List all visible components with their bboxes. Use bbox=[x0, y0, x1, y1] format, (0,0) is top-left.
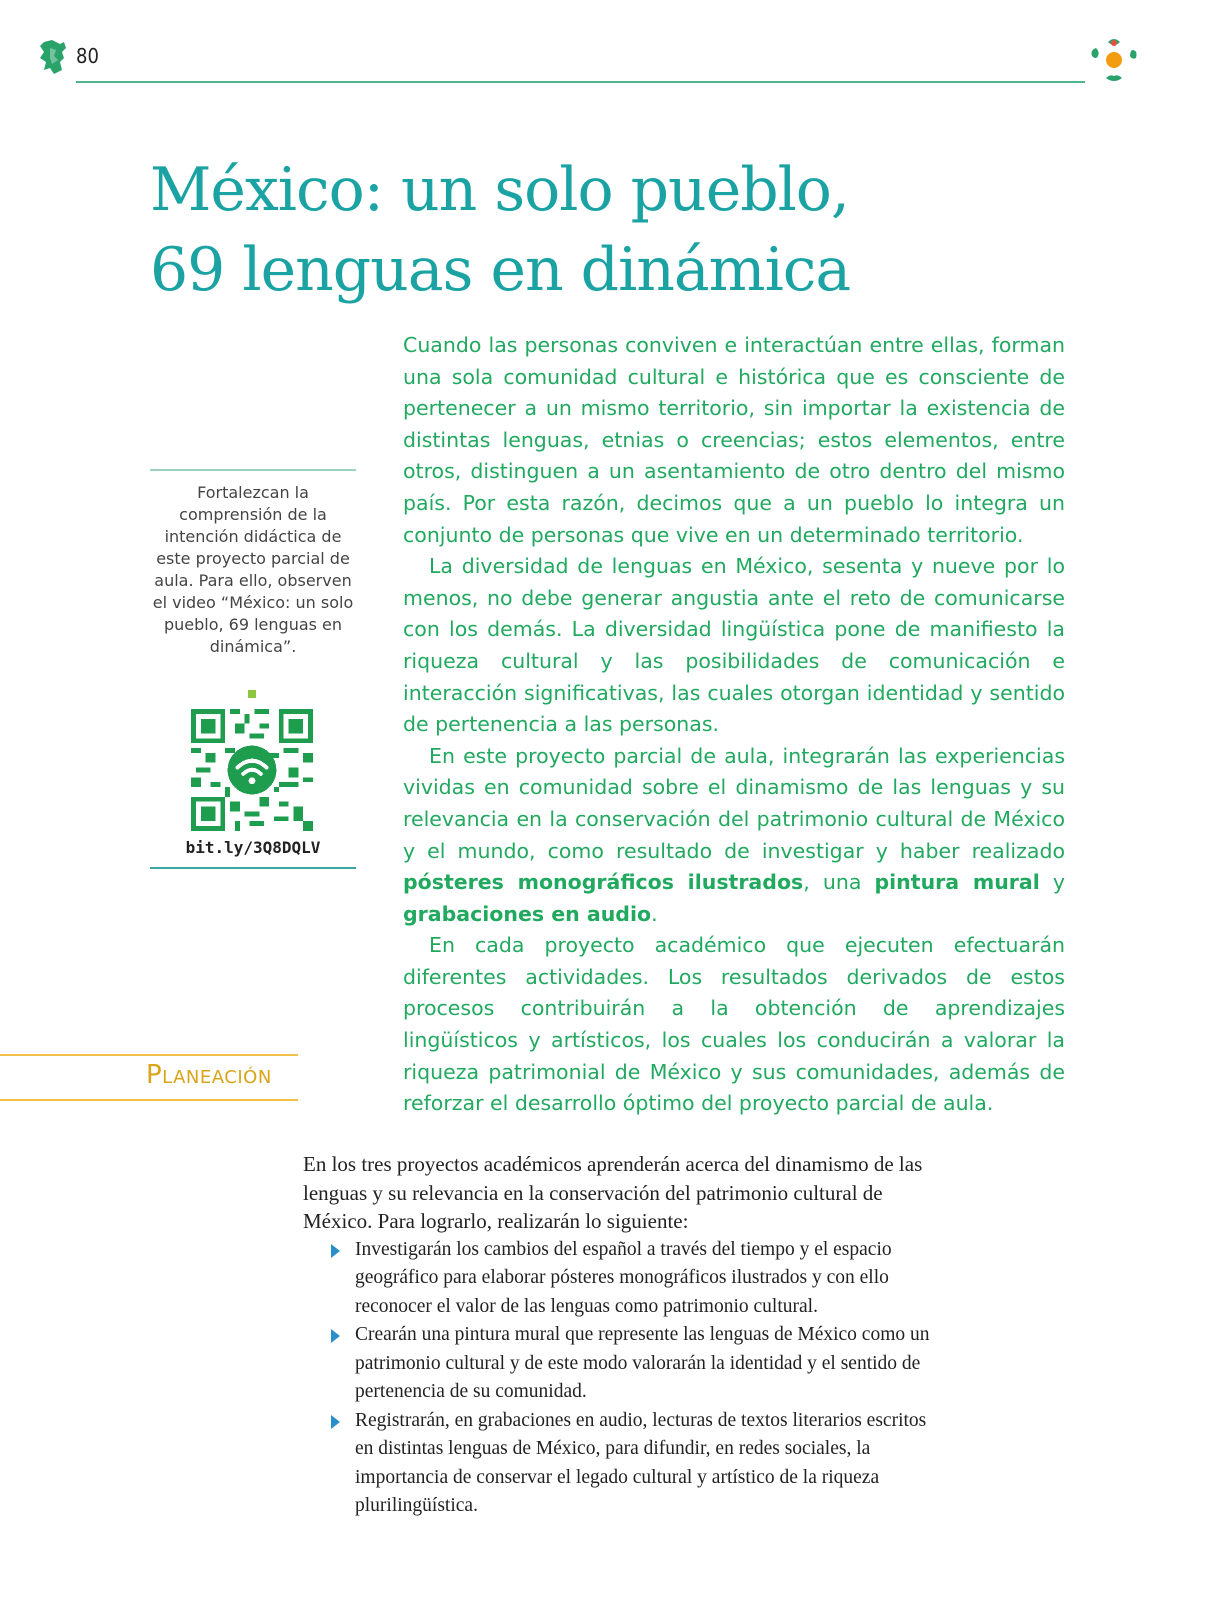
side-note-text: Fortalezcan la comprensión de la intención didáctica de este proyecto parcial de aula. Para ello, observen el video “México: un solo pueblo, 69 lenguas en dinámica”. bbox=[152, 483, 354, 656]
video-link[interactable]: bit.ly/3Q8DQLV bbox=[185, 838, 321, 857]
page-title-line-1: México: un solo pueblo, bbox=[150, 155, 849, 225]
planeacion-top-rule bbox=[0, 1054, 298, 1056]
header-divider bbox=[76, 81, 1085, 83]
planeacion-list bbox=[303, 1236, 933, 1521]
page-title bbox=[150, 150, 1050, 310]
triangle-bullet-icon bbox=[331, 1244, 340, 1258]
side-note-bottom-rule bbox=[150, 867, 356, 869]
text-run: . bbox=[651, 901, 658, 926]
planeacion-content bbox=[303, 1150, 933, 1521]
intro-paragraph: La diversidad de lenguas en México, sesenta y nueve por lo menos, no debe generar angustia ante el reto de comunicarse con los demás. La diversidad lingüística pone de manifiesto la riqueza cultural y las posibilidades de comunicación e interacción significativas, las cuales otorgan identidad y sentido de pertenencia a las personas. bbox=[403, 554, 1065, 737]
page-number: 80 bbox=[76, 44, 99, 68]
colorful-flower-logo-icon bbox=[1088, 36, 1140, 86]
intro-text bbox=[403, 330, 1065, 1120]
intro-paragraph: Cuando las personas conviven e interactúan entre ellas, forman una sola comunidad cultural e histórica que es consciente de pertenecer a un mismo territorio, sin importar la existencia de distintas lenguas, etnias o creencias; estos elementos, entre otros, distinguen a un asentamiento de otro dentro del mismo país. Por esta razón, decimos que a un pueblo lo integra un conjunto de personas que vive en un determinado territorio. bbox=[403, 333, 1065, 547]
qr-code-icon[interactable] bbox=[191, 709, 313, 831]
text-run: , una bbox=[803, 870, 875, 895]
list-item bbox=[355, 1321, 933, 1407]
list-item-text: Registrarán, en grabaciones en audio, lecturas de textos literarios escritos en distintas lenguas de México, para difundir, en redes sociales, la importancia de conservar el legado cultural y artístico de la riqueza plurilingüística. bbox=[355, 1409, 927, 1516]
list-item-text: Investigarán los cambios del español a través del tiempo y el espacio geográfico para elaborar pósteres monográficos ilustrados y con ello reconocer el valor de las lenguas como patrimonio cultural. bbox=[355, 1238, 892, 1317]
list-item bbox=[355, 1407, 933, 1521]
green-square-marker bbox=[248, 690, 256, 698]
side-note-top-rule bbox=[150, 469, 356, 471]
list-item bbox=[355, 1236, 933, 1322]
green-glyph-icon bbox=[38, 40, 68, 74]
bold-term-mural: pintura mural bbox=[874, 870, 1040, 895]
bold-term-posters: pósteres monográficos ilustrados bbox=[403, 870, 804, 895]
text-run: En este proyecto parcial de aula, integrarán las experiencias vividas en comunidad sobre el dinamismo de las lenguas y su relevancia en la conservación del patrimonio cultural de México y el mundo, como resultado de investigar y haber realizado bbox=[403, 743, 1065, 863]
planeacion-bottom-rule bbox=[0, 1099, 298, 1101]
triangle-bullet-icon bbox=[331, 1329, 340, 1343]
intro-paragraph: En cada proyecto académico que ejecuten efectuarán diferentes actividades. Los resultados derivados de estos procesos contribuirán a la obtención de aprendizajes lingüísticos y artísticos, los cuales los conducirán a valorar la riqueza patrimonial de México y sus comunidades, además de reforzar el desarrollo óptimo del proyecto parcial de aula. bbox=[403, 933, 1065, 1116]
planeacion-intro: En los tres proyectos académicos aprenderán acerca del dinamismo de las lenguas y su relevancia en la conservación del patrimonio cultural de México. Para lograrlo, realizarán lo siguiente: bbox=[303, 1152, 923, 1233]
triangle-bullet-icon bbox=[331, 1415, 340, 1429]
bold-term-audio: grabaciones en audio bbox=[403, 901, 652, 926]
text-run: y bbox=[1039, 870, 1065, 895]
intro-paragraph bbox=[403, 741, 1065, 931]
list-item-text: Crearán una pintura mural que represente las lenguas de México como un patrimonio cultural y de este modo valorarán la identidad y el sentido de pertenencia de su comunidad. bbox=[355, 1324, 930, 1402]
page-title-line-2: 69 lenguas en dinámica bbox=[150, 235, 851, 305]
planeacion-heading: Planeación bbox=[146, 1060, 272, 1090]
